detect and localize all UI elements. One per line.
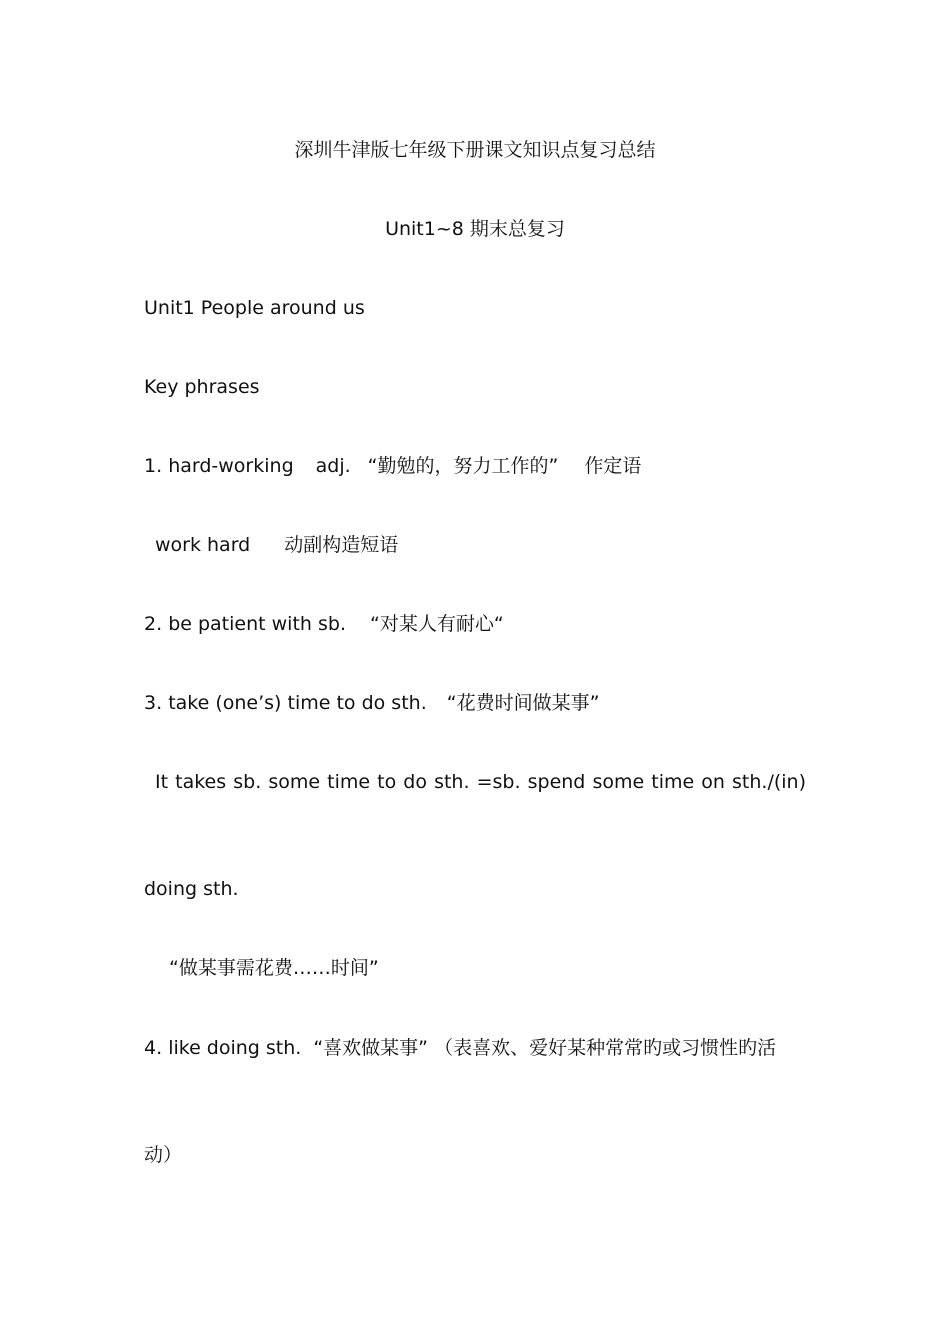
item-meaning: “勤勉的，努力工作的” [367,455,559,477]
sentence-pattern-meaning: “做某事需花费……时间” [169,957,379,979]
item-pos: adj. [315,455,351,477]
item-note: 作定语 [584,455,642,477]
item-meaning: “喜欢做某事” （表喜欢、爱好某种常常旳或习惯性旳活 [313,1037,777,1059]
item-number: 1. [144,455,163,477]
item-meaning: “对某人有耐心“ [369,613,504,635]
phrase-item-4 [144,1036,776,1060]
phrase-item-4-continuation: 动） [144,1144,183,1166]
phrase-item-1 [144,454,641,478]
phrase-item-3 [144,691,599,715]
item-number: 3. [144,692,163,714]
item-meaning: “花费时间做某事” [446,692,600,714]
item-phrase: work hard [155,534,251,556]
document-title: 深圳牛津版七年级下册课文知识点复习总结 [294,139,656,161]
section-heading: Key phrases [144,376,260,398]
phrase-subitem-work-hard [155,533,398,557]
item-phrase: like doing sth. [168,1037,302,1059]
document-subtitle: Unit1~8 期末总复习 [385,218,565,240]
item-phrase: hard-working [168,455,294,477]
item-phrase: take (one’s) time to do sth. [168,692,427,714]
unit-heading: Unit1 People around us [144,297,365,319]
item-number: 2. [144,613,163,635]
sentence-pattern-line-1: It takes sb. some time to do sth. =sb. spend some time on sth./(in) [155,771,806,793]
sentence-pattern-line-2: doing sth. [144,878,239,900]
item-note: 动副构造短语 [284,534,399,556]
item-number: 4. [144,1037,163,1059]
phrase-item-2 [144,612,504,636]
item-phrase: be patient with sb. [168,613,346,635]
